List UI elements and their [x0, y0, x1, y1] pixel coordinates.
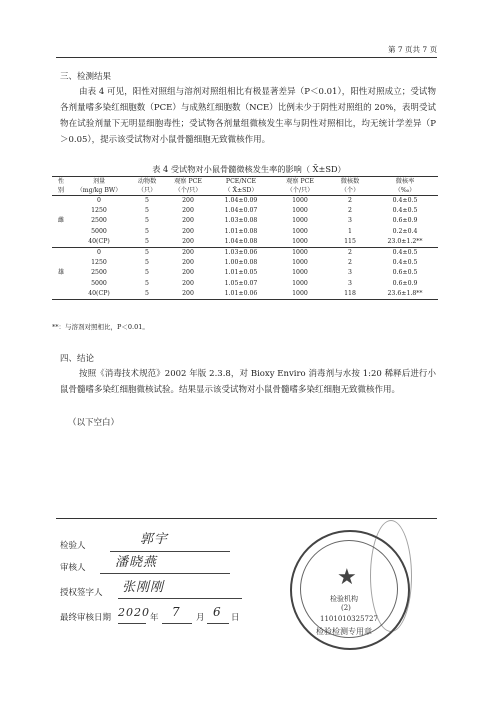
- signer-signature: 张刚刚: [122, 580, 165, 595]
- table-row: [52, 196, 438, 207]
- reviewer-signature: 潘晓燕: [115, 555, 158, 570]
- table-cell: 0.2±0.4: [392, 227, 418, 235]
- micronucleus-table: [52, 176, 438, 300]
- table-cell: 1.04±0.07: [224, 207, 258, 215]
- column-subheader: （个/只）: [166, 186, 210, 196]
- edge-seal: [370, 520, 412, 632]
- table-cell: 200: [182, 217, 194, 225]
- column-header: 微核率: [395, 178, 415, 185]
- date-year-line: [118, 623, 146, 624]
- table-cell: 3: [348, 217, 352, 225]
- table-cell: 5: [145, 259, 149, 267]
- table-cell: 5000: [91, 227, 107, 235]
- table-cell: 1.01±0.05: [224, 269, 258, 277]
- table-cell: 1.01±0.06: [210, 289, 272, 300]
- table-row: [52, 279, 438, 289]
- table-cell: 1.03±0.08: [224, 217, 258, 225]
- table-cell: 200: [182, 269, 194, 277]
- table-cell: 5: [145, 217, 149, 225]
- table-cell: 2500: [91, 269, 107, 277]
- date-year-unit: 年: [150, 613, 159, 623]
- table-cell: 1: [348, 227, 352, 235]
- table-cell: 1250: [91, 259, 107, 267]
- column-subheader: 别: [52, 186, 70, 196]
- table-cell: 5: [145, 269, 149, 277]
- seal-code: 1101010325727: [320, 615, 378, 623]
- date-day-unit: 日: [231, 613, 240, 623]
- conclusion-heading: 四、结论: [60, 354, 95, 364]
- table-cell: 200: [182, 279, 194, 287]
- table-row: [52, 237, 438, 248]
- column-header: 剂量: [92, 178, 106, 185]
- seal-bottom-text: 检验检测专用章: [316, 627, 372, 636]
- column-subheader: （mg/kg BW）: [70, 186, 128, 196]
- results-heading: 三、检测结果: [60, 72, 112, 82]
- signature-divider: [56, 518, 437, 519]
- conclusion-paragraph: 按照《消毒技术规范》2002 年版 2.3.8，对 Bioxy Enviro 消毒剂与水按 1:20 稀释后进行小鼠骨髓嗜多染红细胞微核试验。结果显示该受试物对小鼠骨髓嗜多染红细胞无致微核作用。: [60, 369, 436, 395]
- signer-line: [118, 598, 242, 599]
- table-cell: 2500: [91, 217, 107, 225]
- table-cell: 40(CP): [70, 237, 128, 248]
- date-month-unit: 月: [196, 613, 205, 623]
- table-cell: 0: [97, 197, 101, 205]
- column-subheader: （个/只）: [272, 186, 328, 196]
- table-row: [52, 216, 438, 226]
- column-subheader: （个）: [328, 186, 372, 196]
- table-footnote: **：与溶剂对照相比，P＜0.01。: [52, 323, 149, 331]
- table-row: [52, 247, 438, 258]
- date-year-value: 2020: [118, 606, 150, 619]
- table-cell: 1.03±0.06: [224, 249, 258, 257]
- table-cell: 200: [182, 227, 194, 235]
- header-row-1: [52, 177, 438, 187]
- table-cell: 1000: [292, 269, 308, 277]
- table-cell: 5: [145, 207, 149, 215]
- table-cell: 1000: [292, 259, 308, 267]
- table-caption: 表 4 受试物对小鼠骨髓微核发生率的影响（ X̄±SD）: [152, 164, 346, 174]
- seal-star-icon: ★: [337, 565, 357, 590]
- table-cell: 1000: [292, 279, 308, 287]
- table-row: [52, 268, 438, 278]
- table-cell: 0.6±0.9: [392, 217, 418, 225]
- table-cell: 1000: [272, 289, 328, 300]
- signer-label: 授权签字人: [60, 588, 103, 598]
- table-cell: 1000: [292, 207, 308, 215]
- table-row: [52, 206, 438, 216]
- blank-note: （以下空白）: [68, 418, 120, 428]
- table-cell: 0.6±0.9: [392, 279, 418, 287]
- table-cell: 1.04±0.08: [210, 237, 272, 248]
- table-cell: 0: [97, 249, 101, 257]
- table-cell: 200: [182, 197, 194, 205]
- table-cell: 2: [348, 207, 352, 215]
- header-rule: [56, 57, 437, 58]
- date-month-value: 7: [172, 605, 181, 619]
- sex-cell: 雌: [52, 196, 70, 248]
- table-cell: 23.6±1.8**: [372, 289, 438, 300]
- column-header: 观察 PCE: [174, 178, 202, 185]
- table-cell: 2: [348, 197, 352, 205]
- column-header: PCE/NCE: [225, 178, 257, 185]
- column-subheader: （‰）: [372, 186, 438, 196]
- table-cell: 200: [182, 207, 194, 215]
- table-cell: 5: [128, 289, 166, 300]
- seal-number: (2): [341, 604, 351, 612]
- table-row: [52, 289, 438, 300]
- table-cell: 23.0±1.2**: [372, 237, 438, 248]
- table-cell: 1.05±0.07: [224, 279, 258, 287]
- table-cell: 5: [145, 279, 149, 287]
- date-month-line: [162, 623, 192, 624]
- column-header: 性: [57, 178, 65, 185]
- column-subheader: （只）: [128, 186, 166, 196]
- date-label: 最终审核日期: [60, 613, 112, 623]
- table-cell: 118: [328, 289, 372, 300]
- date-day-line: [207, 623, 229, 624]
- table-row: [52, 227, 438, 237]
- table-cell: 5: [128, 237, 166, 248]
- table-cell: 0.4±0.5: [392, 249, 418, 257]
- table-cell: 200: [182, 249, 194, 257]
- table-cell: 1000: [292, 217, 308, 225]
- column-header: 微核数: [340, 178, 360, 185]
- table-cell: 3: [348, 269, 352, 277]
- seal-center-text: 检验机构: [330, 595, 358, 603]
- table-cell: 5: [145, 249, 149, 257]
- table-cell: 200: [166, 237, 210, 248]
- table-cell: 0.4±0.5: [392, 197, 418, 205]
- sex-cell: 雄: [52, 247, 70, 299]
- table-cell: 1000: [272, 237, 328, 248]
- table-cell: 40(CP): [70, 289, 128, 300]
- reviewer-line: [100, 573, 230, 574]
- column-subheader: （ X̄±SD）: [210, 186, 272, 196]
- table-cell: 115: [328, 237, 372, 248]
- results-paragraph: 由表 4 可见，阳性对照组与溶剂对照组相比有极显著差异（P＜0.01），阳性对照成立；受试物各剂量嗜多染红细胞数（PCE）与成熟红细胞数（NCE）比例未少于阴性对照组的 20%，表明受试物在试验剂量下无明显细胞毒性；受试物各剂量组微核发生率与阴性对照相比，均无统计学差异（P＞0.05），提示该受试物对小鼠骨髓细胞无致微核作用。: [60, 87, 436, 145]
- date-day-value: 6: [213, 605, 222, 619]
- table-cell: 0.4±0.5: [392, 207, 418, 215]
- table-cell: 200: [182, 259, 194, 267]
- page-number: 第 7 页共 7 页: [388, 45, 438, 54]
- table-cell: 1000: [292, 249, 308, 257]
- table-cell: 1.00±0.08: [224, 259, 258, 267]
- table-cell: 2: [348, 249, 352, 257]
- table-cell: 3: [348, 279, 352, 287]
- column-header: 观察 PCE: [286, 178, 314, 185]
- reviewer-label: 审核人: [60, 563, 86, 573]
- table-cell: 1000: [292, 197, 308, 205]
- table-cell: 200: [166, 289, 210, 300]
- table-cell: 1000: [292, 227, 308, 235]
- header-row-2: [52, 186, 438, 196]
- table-cell: 5000: [91, 279, 107, 287]
- table-cell: 5: [145, 197, 149, 205]
- table-cell: 1.04±0.09: [224, 197, 258, 205]
- table-cell: 2: [348, 259, 352, 267]
- table-cell: 5: [145, 227, 149, 235]
- column-header: 动物数: [137, 178, 157, 185]
- tester-label: 检验人: [60, 541, 86, 551]
- table-cell: 1250: [91, 207, 107, 215]
- table-cell: 0.4±0.5: [392, 259, 418, 267]
- table-body: [52, 196, 438, 300]
- table-cell: 1.01±0.08: [224, 227, 258, 235]
- table-cell: 0.6±0.5: [392, 269, 418, 277]
- tester-signature: 郭宇: [140, 532, 169, 547]
- table-row: [52, 258, 438, 268]
